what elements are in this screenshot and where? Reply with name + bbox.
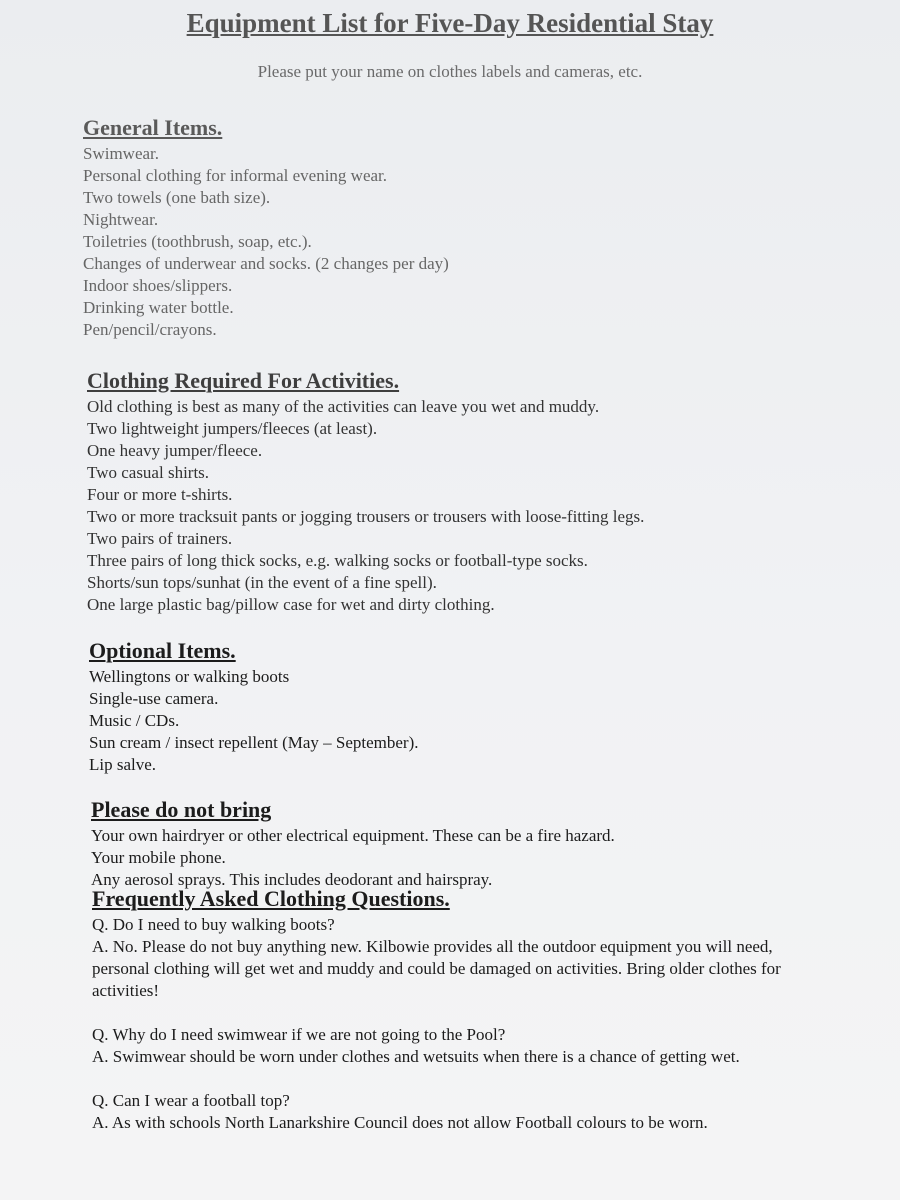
clothing-items-list: [87, 396, 644, 616]
list-item: Pen/pencil/crayons.: [83, 320, 217, 339]
faq-item: [92, 1024, 807, 1068]
list-item: Music / CDs.: [89, 711, 180, 730]
list-item: Your mobile phone.: [91, 848, 226, 867]
list-item: Sun cream / insect repellent (May – September).: [89, 733, 419, 752]
list-item: Nightwear.: [83, 210, 159, 229]
list-item: Wellingtons or walking boots: [89, 667, 290, 686]
faq-question: Q. Do I need to buy walking boots?: [92, 915, 335, 934]
list-item: Two or more tracksuit pants or jogging trousers or trousers with loose-fitting legs.: [87, 507, 645, 526]
faq-item: [92, 914, 807, 1002]
faq-answer: A. No. Please do not buy anything new. Kilbowie provides all the outdoor equipment you will need, personal clothing will get wet and muddy and could be damaged on activities. Bring older clothes for activities!: [92, 937, 781, 1000]
do-not-bring-section: [91, 797, 615, 891]
list-item: Personal clothing for informal evening wear.: [83, 166, 388, 185]
list-item: Two pairs of trainers.: [87, 529, 233, 548]
document-title: Equipment List for Five-Day Residential Stay: [186, 8, 714, 38]
faq-question: Q. Why do I need swimwear if we are not going to the Pool?: [92, 1025, 506, 1044]
list-item: Toiletries (toothbrush, soap, etc.).: [83, 232, 312, 251]
optional-items-section: [89, 638, 419, 776]
optional-items-heading: Optional Items.: [89, 638, 236, 663]
list-item: Two lightweight jumpers/fleeces (at least).: [87, 419, 378, 438]
list-item: One large plastic bag/pillow case for wet and dirty clothing.: [87, 595, 495, 614]
list-item: Two casual shirts.: [87, 463, 210, 482]
name-label-note: Please put your name on clothes labels and cameras, etc.: [257, 62, 643, 81]
faq-answer: A. As with schools North Lanarkshire Council does not allow Football colours to be worn.: [92, 1113, 708, 1132]
clothing-activities-section: [87, 368, 644, 616]
faq-heading: Frequently Asked Clothing Questions.: [92, 886, 450, 911]
do-not-bring-heading: Please do not bring: [91, 797, 272, 822]
list-item: Swimwear.: [83, 144, 160, 163]
general-items-section: [83, 115, 449, 341]
list-item: Old clothing is best as many of the activities can leave you wet and muddy.: [87, 397, 600, 416]
list-item: Shorts/sun tops/sunhat (in the event of a fine spell).: [87, 573, 437, 592]
list-item: Any aerosol sprays. This includes deodorant and hairspray.: [91, 870, 493, 889]
list-item: Single-use camera.: [89, 689, 219, 708]
list-item: Drinking water bottle.: [83, 298, 234, 317]
list-item: Three pairs of long thick socks, e.g. walking socks or football-type socks.: [87, 551, 588, 570]
do-not-bring-list: [91, 825, 615, 891]
list-item: Changes of underwear and socks. (2 changes per day): [83, 254, 449, 273]
clothing-activities-heading: Clothing Required For Activities.: [87, 368, 400, 393]
list-item: Your own hairdryer or other electrical equipment. These can be a fire hazard.: [91, 826, 615, 845]
list-item: Indoor shoes/slippers.: [83, 276, 233, 295]
faq-section: [92, 886, 807, 1156]
faq-question: Q. Can I wear a football top?: [92, 1091, 290, 1110]
list-item: Lip salve.: [89, 755, 157, 774]
list-item: Two towels (one bath size).: [83, 188, 271, 207]
general-items-list: [83, 143, 449, 341]
faq-item: [92, 1090, 807, 1134]
list-item: One heavy jumper/fleece.: [87, 441, 263, 460]
general-items-heading: General Items.: [83, 115, 223, 140]
optional-items-list: [89, 666, 419, 776]
list-item: Four or more t-shirts.: [87, 485, 233, 504]
faq-answer: A. Swimwear should be worn under clothes and wetsuits when there is a chance of getting wet.: [92, 1047, 740, 1066]
